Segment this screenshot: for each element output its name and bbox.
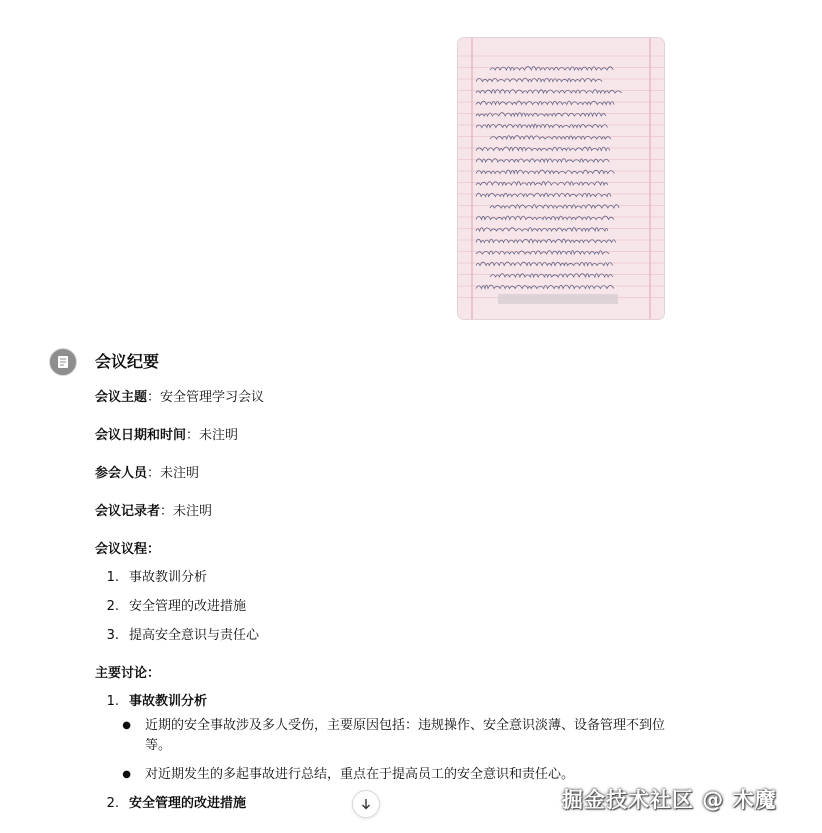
scroll-down-button[interactable] — [352, 790, 380, 818]
field-value: 未注明 — [160, 466, 200, 481]
list-item: 2. 安全管理的改进措施 — [106, 599, 247, 614]
message-title: 会议纪要 — [95, 352, 160, 371]
field-label: 参会人员 — [95, 466, 148, 481]
watermark: 掘金技术社区 @ 木魔 — [562, 788, 777, 812]
list-item: 2. 安全管理的改进措施 — [106, 796, 247, 811]
agenda-heading: 会议议程： — [95, 542, 161, 557]
assistant-message — [95, 350, 695, 832]
assistant-avatar — [49, 348, 77, 376]
field-label: 会议日期和时间 — [95, 428, 187, 443]
bullet-list — [95, 716, 695, 785]
discussion-heading: 主要讨论： — [95, 666, 161, 681]
meeting-topic: 会议主题：安全管理学习会议 — [95, 390, 265, 405]
list-item: 1. 事故教训分析 — [106, 570, 208, 585]
bullet-item: ● 近期的安全事故涉及多人受伤，主要原因包括：违规操作、安全意识淡薄、设备管理不到位等。 — [122, 718, 666, 753]
bullet-item: ● 对近期发生的多起事故进行总结，重点在于提高员工的安全意识和责任心。 — [122, 767, 575, 782]
agenda-list — [95, 568, 695, 646]
field-value: 未注明 — [173, 504, 213, 519]
field-label: 会议记录者 — [95, 504, 161, 519]
list-item: 1. 事故教训分析 ● 近期的安全事故涉及多人受伤，主要原因包括：违规操作、安全意识淡薄、设备管理不到位等。 ● 对近期发生的多起事故进行总结，重点在于提高员工的安全意识和责任心。 — [95, 692, 695, 785]
notes-icon — [55, 354, 71, 370]
meeting-datetime: 会议日期和时间：未注明 — [95, 428, 239, 443]
field-value: 未注明 — [199, 428, 239, 443]
meeting-attendees: 参会人员：未注明 — [95, 466, 200, 481]
field-value: 安全管理学习会议 — [160, 390, 265, 405]
meeting-recorder: 会议记录者：未注明 — [95, 504, 213, 519]
list-item: 3. 提高安全意识与责任心 — [106, 628, 260, 643]
handwritten-notes-image — [458, 38, 664, 319]
arrow-down-icon — [360, 798, 372, 810]
field-label: 会议主题 — [95, 390, 148, 405]
uploaded-image[interactable] — [458, 38, 664, 319]
